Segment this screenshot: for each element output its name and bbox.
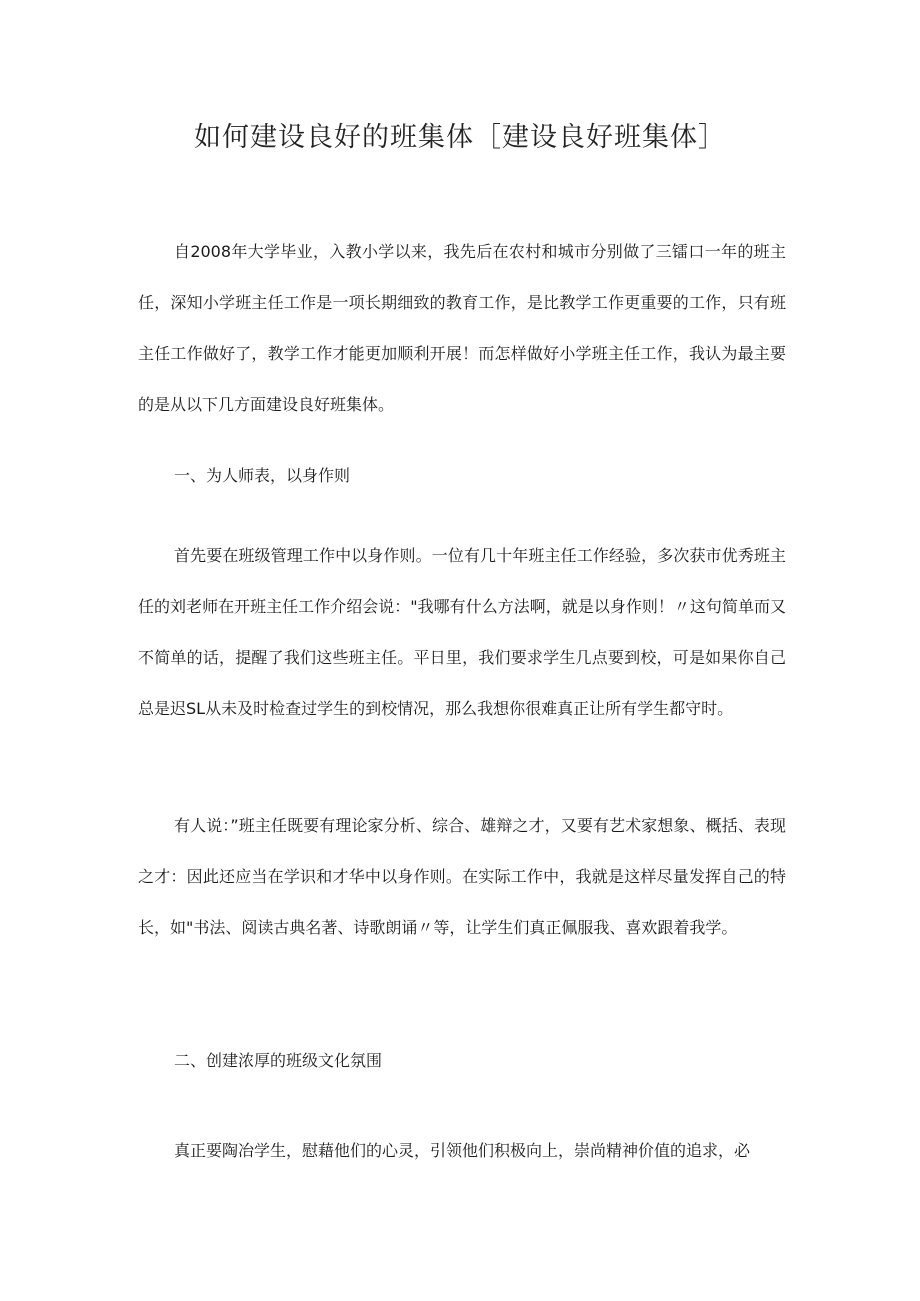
document-title: 如何建设良好的班集体［建设良好班集体］ — [194, 122, 726, 153]
section-heading-1: 一、为人师表，以身作则 — [174, 466, 351, 485]
paragraph-lead-by-example: 首先要在班级管理工作中以身作则。一位有几十年班主任工作经验，多次获市优秀班主任的刘老师在开班主任工作介绍会说："我哪有什么方法啊，就是以身作则！〃这句简单而又不简单的话，提醒了我们这些班主任。平日里，我们要求学生几点要到校，可是如果你自己总是迟SL从未及时检查过学生的到校情况，那么我想你很难真正让所有学生都守时。 — [138, 546, 786, 718]
paragraph-knowledge-talent: 有人说：”班主任既要有理论家分析、综合、雄辩之才，又要有艺术家想象、概括、表现之才：因此还应当在学识和才华中以身作则。在实际工作中，我就是这样尽量发挥自己的特长，如"书法、阅读古典名著、诗歌朗诵〃等，让学生们真正佩服我、喜欢跟着我学。 — [138, 816, 786, 937]
section-heading-2: 二、创建浓厚的班级文化氛围 — [174, 1051, 383, 1070]
paragraph-class-culture: 真正要陶冶学生，慰藉他们的心灵，引领他们积极向上，崇尚精神价值的追求，必 — [174, 1141, 751, 1160]
paragraph-intro: 自2008年大学毕业，入教小学以来，我先后在农村和城市分别做了三镭口一年的班主任，深知小学班主任工作是一项长期细致的教育工作，是比教学工作更重要的工作，只有班主任工作做好了，教学工作才能更加顺利开展！而怎样做好小学班主任工作，我认为最主要的是从以下几方面建设良好班集体。 — [138, 242, 786, 414]
